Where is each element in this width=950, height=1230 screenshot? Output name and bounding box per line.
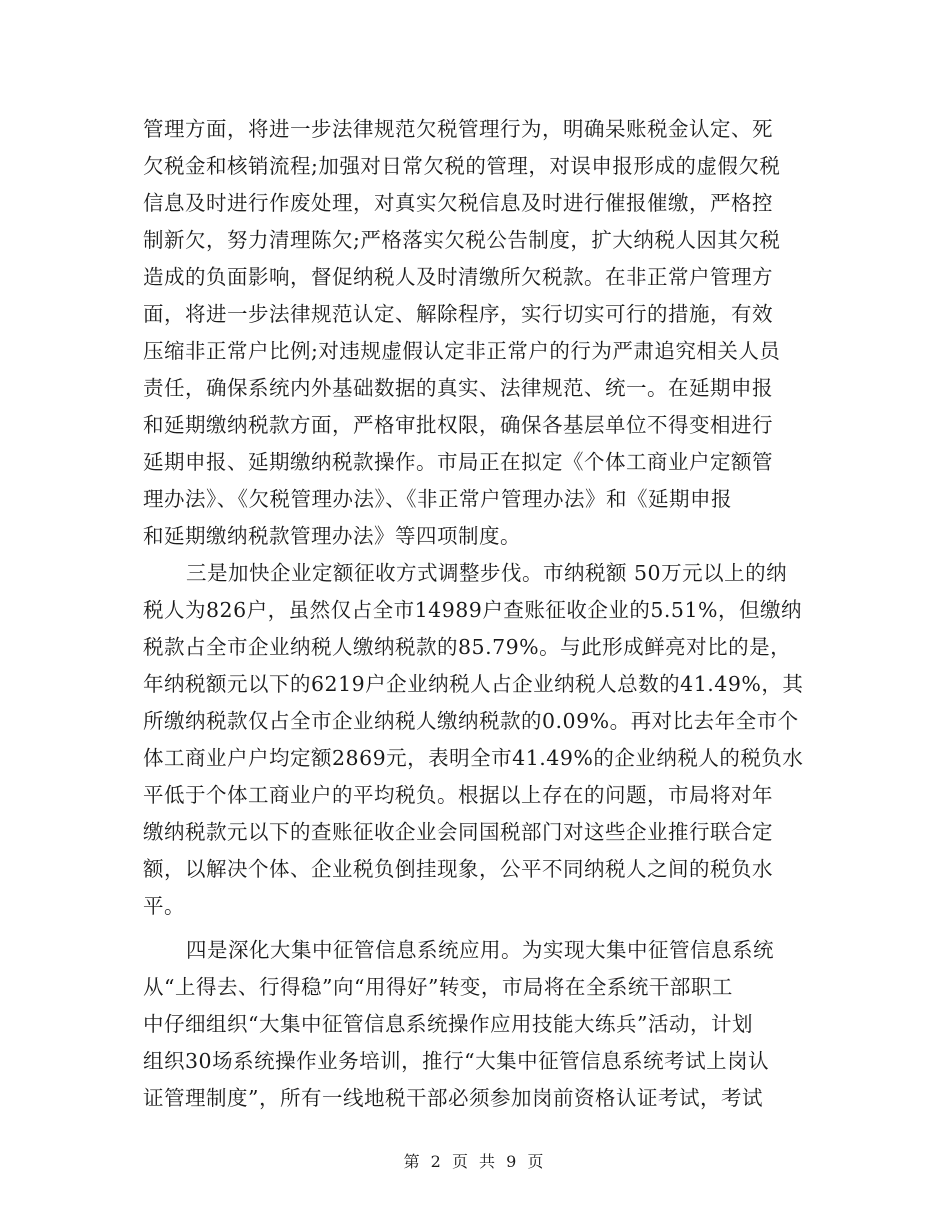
text-line: 税人为826户，虽然仅占全市14989户查账征收企业的5.51%，但缴纳 xyxy=(143,598,802,622)
text-line: 和延期缴纳税款方面，严格审批权限，确保各基层单位不得变相进行 xyxy=(143,413,773,437)
text-line: 缴纳税款元以下的查账征收企业会同国税部门对这些企业推行联合定 xyxy=(143,820,773,844)
text-line: 平。 xyxy=(143,894,185,918)
text-line: 中仔细组织“大集中征管信息系统操作应用技能大练兵”活动，计划 xyxy=(143,1012,753,1036)
text-line: 从“上得去、行得稳”向“用得好”转变，市局将在全系统干部职工 xyxy=(143,975,733,999)
text-line: 所缴纳税款仅占全市企业纳税人缴纳税款的0.09%。再对比去年全市个 xyxy=(143,709,799,733)
text-line: 体工商业户户均定额2869元，表明全市41.49%的企业纳税人的税负水 xyxy=(143,746,804,770)
text-line: 三是加快企业定额征收方式调整步伐。市纳税额 50万元以上的纳 xyxy=(186,561,788,585)
text-line: 造成的负面影响，督促纳税人及时清缴所欠税款。在非正常户管理方 xyxy=(143,265,773,289)
text-line: 和延期缴纳税款管理办法》等四项制度。 xyxy=(143,524,521,548)
text-line: 年纳税额元以下的6219户企业纳税人占企业纳税人总数的41.49%，其 xyxy=(143,672,804,696)
page-footer: 第 2 页 共 9 页 xyxy=(403,1152,547,1171)
text-line: 信息及时进行作废处理，对真实欠税信息及时进行催报催缴，严格控 xyxy=(143,191,773,215)
text-line: 额，以解决个体、企业税负倒挂现象，公平不同纳税人之间的税负水 xyxy=(143,857,773,881)
text-line: 责任，确保系统内外基础数据的真实、法律规范、统一。在延期申报 xyxy=(143,376,773,400)
text-line: 管理方面，将进一步法律规范欠税管理行为，明确呆账税金认定、死 xyxy=(143,117,773,141)
text-line: 延期申报、延期缴纳税款操作。市局正在拟定《个体工商业户定额管 xyxy=(143,450,773,474)
text-line: 四是深化大集中征管信息系统应用。为实现大集中征管信息系统 xyxy=(186,938,774,962)
text-line: 制新欠，努力清理陈欠;严格落实欠税公告制度，扩大纳税人因其欠税 xyxy=(143,228,781,252)
text-line: 证管理制度”，所有一线地税干部必须参加岗前资格认证考试，考试 xyxy=(143,1086,763,1110)
text-line: 组织30场系统操作业务培训，推行“大集中征管信息系统考试上岗认 xyxy=(143,1049,770,1073)
text-line: 面，将进一步法律规范认定、解除程序，实行切实可行的措施，有效 xyxy=(143,302,773,326)
text-line: 平低于个体工商业户的平均税负。根据以上存在的问题，市局将对年 xyxy=(143,783,773,807)
text-line: 压缩非正常户比例;对违规虚假认定非正常户的行为严肃追究相关人员 xyxy=(143,339,781,363)
text-line: 欠税金和核销流程;加强对日常欠税的管理，对误申报形成的虚假欠税 xyxy=(143,154,781,178)
text-line: 理办法》、《欠税管理办法》、《非正常户管理办法》和《延期申报 xyxy=(143,487,732,511)
text-line: 税款占全市企业纳税人缴纳税款的85.79%。与此形成鲜亮对比的是， xyxy=(143,635,792,659)
